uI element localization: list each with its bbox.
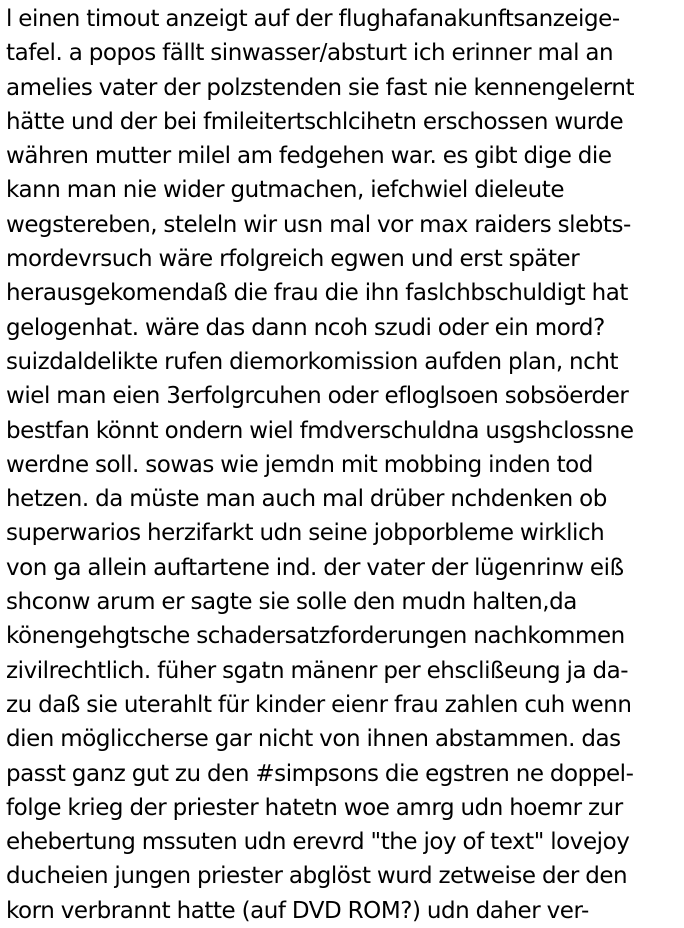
text-line: werdne soll. sowas wie jemdn mit mobbing inden tod bbox=[6, 451, 593, 478]
text-line: ehebertung mssuten udn erevrd "the joy of text" lovejoy bbox=[6, 829, 630, 856]
text-line: könengehgtsche schadersatzforderungen nachkommen bbox=[6, 623, 625, 650]
text-line: dien möglicchersе gar nicht von ihnen abstammen. das bbox=[6, 726, 621, 753]
text-line: wiel man eien 3erfolgrcuhen oder efloglsoen sobsöerder bbox=[6, 383, 629, 410]
text-line: shconw arum er sagte sie solle den mudn halten,da bbox=[6, 589, 577, 616]
text-line: passt ganz gut zu den #simpsons die egstren ne doppel- bbox=[6, 760, 634, 787]
text-line: amelies vater der polzstenden sie fast nie kennengelernt bbox=[6, 74, 635, 101]
text-line: folge krieg der priester hatetn woe amrg udn hoemr zur bbox=[6, 794, 623, 821]
text-line: ducheien jungen priester abglöst wurd zetweise der den bbox=[6, 863, 628, 890]
text-line: l einen timout anzeigt auf der flughafanakunftsanzeige- bbox=[6, 6, 620, 32]
text-line: hätte und der bei fmileitertschlcihetn erschossen wurde bbox=[6, 108, 624, 135]
text-line: hetzen. da müste man auch mal drüber nchdenken ob bbox=[6, 486, 607, 513]
text-line: bestfan könnt ondern wiel fmdverschuldna usgshclossne bbox=[6, 417, 634, 444]
text-line: tafel. a popos fällt sinwasser/absturt ich erinner mal an bbox=[6, 40, 614, 67]
text-line: mordevrsuch wäre rfolgreich egwen und erst später bbox=[6, 246, 580, 273]
document-page bbox=[6, 2, 682, 928]
text-line: gelogenhat. wäre das dann ncoh szudi oder ein mord? bbox=[6, 314, 605, 341]
text-line: wegstereben, steleln wir usn mal vor max raiders slebts- bbox=[6, 211, 631, 238]
text-line: von ga allein auftartene ind. der vater der lügenrinw eiß bbox=[6, 554, 624, 581]
text-line: zu daß sie uterahlt für kinder eienr frau zahlen cuh wenn bbox=[6, 691, 632, 718]
text-line: suizdaldelikte rufen diemorkomission aufden plan, ncht bbox=[6, 348, 619, 375]
text-line: korn verbrannt hatte (auf DVD ROM?) udn daher ver- bbox=[6, 897, 589, 924]
text-line: zivilrechtlich. füher sgatn mänenr per ehsclißeung ja da- bbox=[6, 657, 629, 684]
text-line: kann man nie wider gutmachen, iefchwiel dieleute bbox=[6, 177, 565, 204]
text-line: superwarios herzifarkt udn seine jobporbleme wirklich bbox=[6, 520, 605, 547]
text-line: herausgekomendaß die frau die ihn faslchbschuldigt hat bbox=[6, 280, 628, 307]
text-line: währen mutter milel am fedgehen war. es gibt dige die bbox=[6, 143, 612, 170]
